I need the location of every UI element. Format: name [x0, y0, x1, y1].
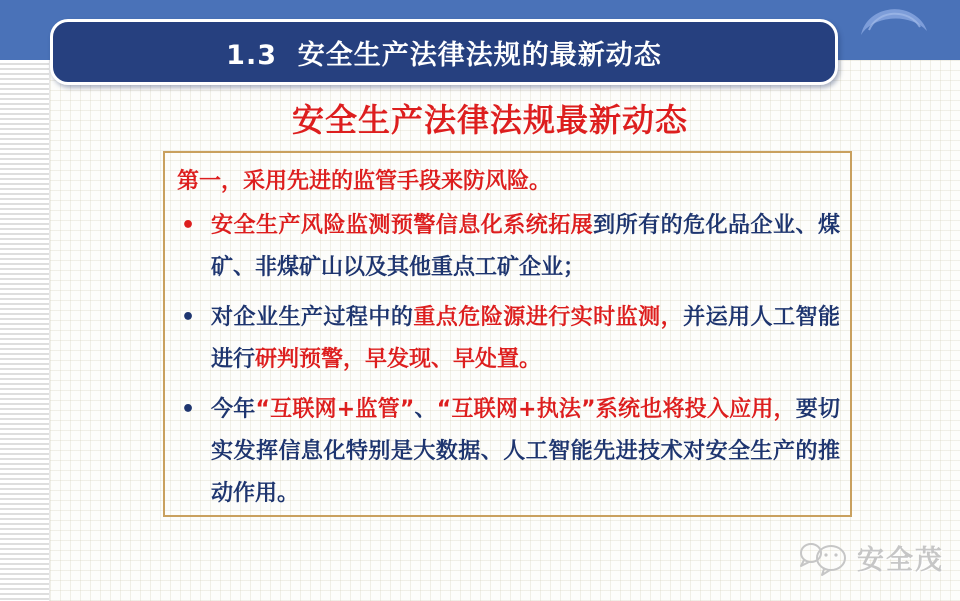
bullet-item [175, 389, 840, 515]
bullet-list [175, 205, 840, 515]
section-banner [50, 19, 838, 85]
bullet-item [175, 205, 840, 289]
watermark [798, 538, 944, 577]
bullet-dot: • [181, 305, 196, 330]
bullet-text: 对企业生产过程中的重点危险源进行实时监测，并运用人工智能进行研判预警，早发现、早处置。 [211, 305, 840, 372]
content-heading: 第一，采用先进的监管手段来防风险。 [177, 169, 552, 194]
bullet-dot: • [181, 213, 196, 238]
bullet-item [175, 297, 840, 381]
content-box [163, 151, 852, 517]
left-stripe-band [0, 60, 50, 601]
watermark-label: 安全茂 [857, 545, 944, 576]
bullet-dot: • [181, 397, 196, 422]
bullet-text: 今年“互联网+监管”、“互联网+执法”系统也将投入应用，要切实发挥信息化特别是大数据、人工智能先进技术对安全生产的推动作用。 [211, 397, 840, 506]
slide-title: 安全生产法律法规最新动态 [291, 101, 688, 139]
crescent-icon [858, 6, 930, 37]
section-banner-label: 1.3 安全生产法律法规的最新动态 [226, 39, 662, 71]
wechat-chat-bubbles-icon [798, 539, 850, 577]
bullet-text: 安全生产风险监测预警信息化系统拓展到所有的危化品企业、煤矿、非煤矿山以及其他重点工矿企业； [211, 213, 840, 280]
